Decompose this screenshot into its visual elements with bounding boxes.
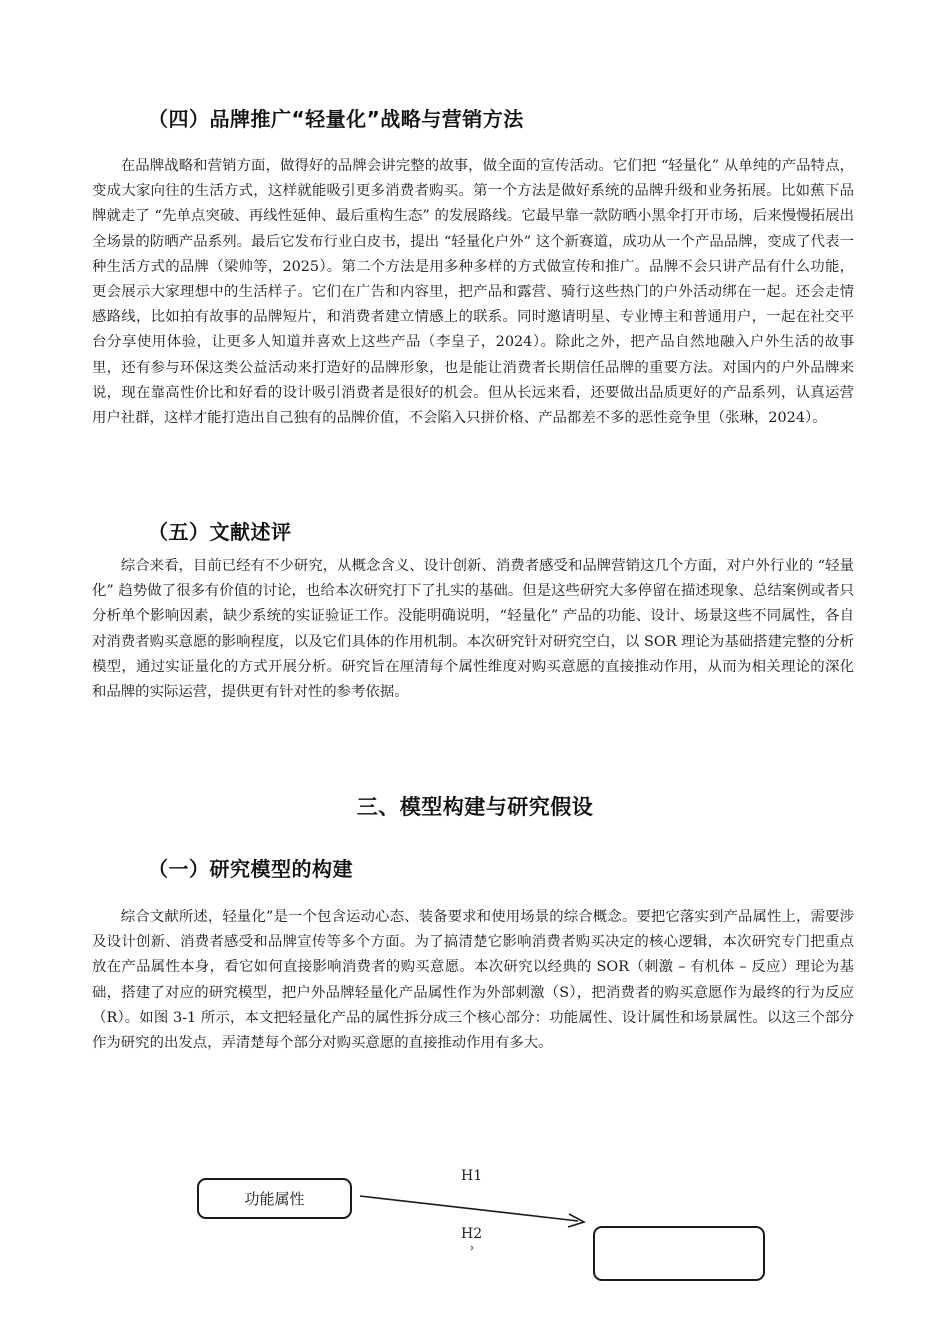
arrow-h2-fragment: [471, 1246, 473, 1250]
chapter-heading-model-hypotheses: 三、模型构建与研究假设: [356, 795, 594, 819]
node-function-attribute: 功能属性: [197, 1178, 352, 1219]
section-heading-model-construction: （一）研究模型的构建: [148, 857, 353, 881]
paragraph-model-construction: 综合文献所述，轻量化”是一个包含运动心态、装备要求和使用场景的综合概念。要把它落实到产品属性上，需要涉及设计创新、消费者感受和品牌宣传等多个方面。为了搞清楚它影响消费者购买决定的核心逻辑，本次研究专门把重点放在产品属性本身，看它如何直接影响消费者的购买意愿。本次研究以经典的 SOR（刺激 – 有机体 – 反应）理论为基础，搭建了对应的研究模型，把户外品牌轻量化产品属性作为外部刺激（S），把消费者的购买意愿作为最终的行为反应（R）。如图 3-1 所示，本文把轻量化产品的属性拆分成三个核心部分：功能属性、设计属性和场景属性。以这三个部分作为研究的出发点，弄清楚每个部分对购买意愿的直接推动作用有多大。: [92, 909, 854, 1052]
paragraph-literature-review: 综合来看，目前已经有不少研究，从概念含义、设计创新、消费者感受和品牌营销这几个方面，对户外行业的 “轻量化” 趋势做了很多有价值的讨论，也给本次研究打下了扎实的基础。但是这些研究大多停留在描述现象、总结案例或者只分析单个影响因素，缺少系统的实证验证工作。没能明确说明，“轻量化” 产品的功能、设计、场景这些不同属性，各自对消费者购买意愿的影响程度，以及它们具体的作用机制。本次研究针对研究空白，以 SOR 理论为基础搭建完整的分析模型，通过实证量化的方式开展分析。研究旨在厘清每个属性维度对购买意愿的直接推动作用，从而为相关理论的深化和品牌的实际运营，提供更有针对性的参考依据。: [92, 558, 854, 701]
label-h2: H2: [461, 1226, 483, 1242]
node-purchase-intention: [593, 1226, 765, 1281]
paragraph-brand-promotion: 在品牌战略和营销方面，做得好的品牌会讲完整的故事，做全面的宣传活动。它们把 “轻量化” 从单纯的产品特点，变成大家向往的生活方式，这样就能吸引更多消费者购买。第一个方法是做好系统的品牌升级和业务拓展。比如蕉下品牌就走了 “先单点突破、再线性延伸、最后重构生态” 的发展路线。它最早靠一款防晒小黑伞打开市场，后来慢慢拓展出全场景的防晒产品系列。最后它发布行业白皮书，提出 “轻量化户外” 这个新赛道，成功从一个产品品牌，变成了代表一种生活方式的品牌（梁帅等，2025）。第二个方法是用多种多样的方式做宣传和推广。品牌不会只讲产品有什么功能，更会展示大家理想中的生活样子。它们在广告和内容里，把产品和露营、骑行这些热门的户外活动绑在一起。还会走情感路线，比如拍有故事的品牌短片，和消费者建立情感上的联系。同时邀请明星、专业博主和普通用户，一起在社交平台分享使用体验，让更多人知道并喜欢上这些产品（李皇子，2024）。除此之外，把产品自然地融入户外生活的故事里，还有参与环保这类公益活动来打造好的品牌形象，也是能让消费者长期信任品牌的重要方法。对国内的户外品牌来说，现在靠高性价比和好看的设计吸引消费者是很好的机会。但从长远来看，还要做出品质更好的产品系列，认真运营用户社群，这样才能打造出自己独有的品牌价值，不会陷入只拼价格、产品都差不多的恶性竞争里（张琳，2024）。: [92, 158, 854, 427]
arrow-h1-line: [360, 1196, 578, 1221]
research-model-diagram: [0, 1150, 950, 1344]
label-h1: H1: [461, 1168, 483, 1184]
section-heading-brand-promotion: （四）品牌推广“轻量化”战略与营销方法: [148, 107, 524, 131]
section-heading-literature-review: （五）文献述评: [148, 520, 292, 544]
